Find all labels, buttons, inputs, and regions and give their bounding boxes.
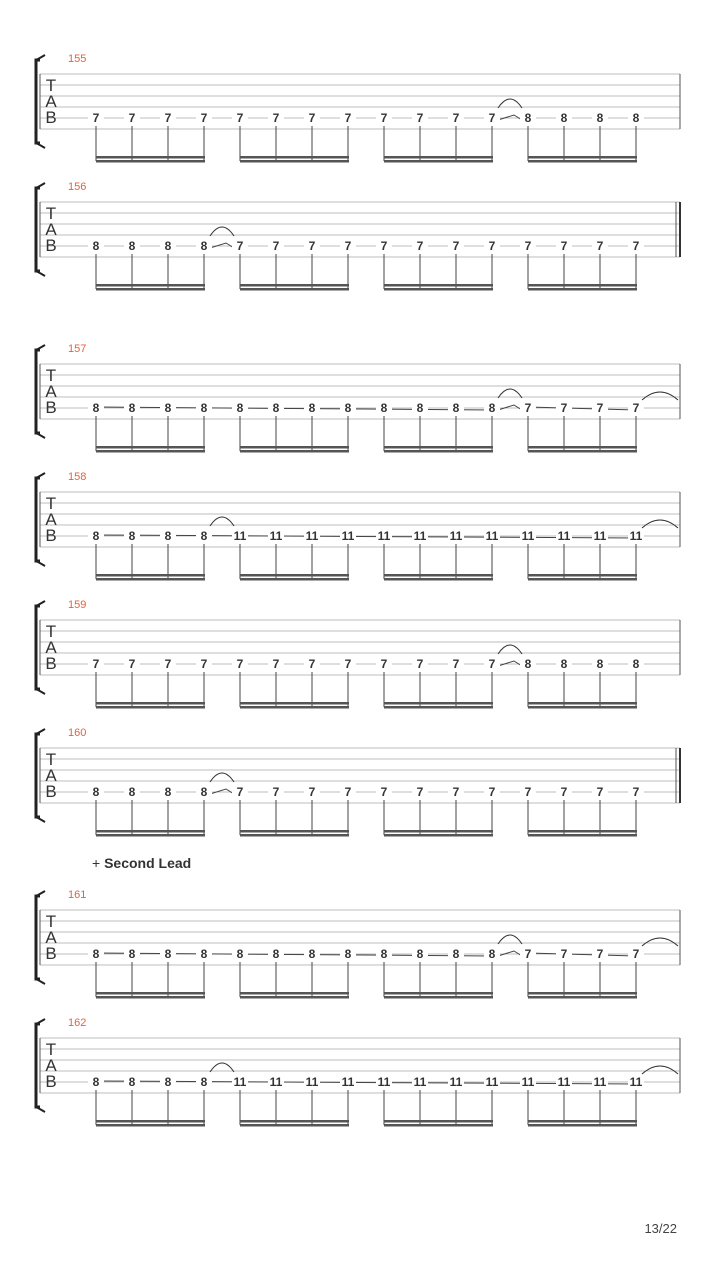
fret-number: 8 [380,401,388,415]
fret-number: 8 [128,947,136,961]
fret-number: 8 [488,401,496,415]
bracket-bottom-hook [36,1107,45,1112]
fret-number: 8 [164,1075,172,1089]
beam-primary [528,992,637,995]
system-bracket [36,606,40,689]
tab-clef-letter: A [45,220,57,239]
beam-primary [240,446,349,449]
fret-number: 8 [92,239,100,253]
beam-secondary [96,834,205,837]
fret-number: 8 [596,111,604,125]
tab-clef-letter: A [45,382,57,401]
fret-number: 8 [560,657,568,671]
fret-number: 7 [272,785,280,799]
beam-secondary [240,450,349,453]
fret-number: 7 [236,111,244,125]
beam-secondary [240,578,349,581]
beam-secondary [528,834,637,837]
fret-number: 7 [416,239,424,253]
beam-primary [528,702,637,705]
fret-number: 11 [341,1075,355,1089]
beam-secondary [384,288,493,291]
fret-number: 8 [236,947,244,961]
fret-number: 7 [416,785,424,799]
tab-clef-letter: T [45,622,57,641]
beam-primary [96,284,205,287]
staff-system [36,181,680,291]
beam-primary [96,446,205,449]
fret-number: 7 [452,785,460,799]
beam-primary [240,830,349,833]
fret-number: 11 [341,529,355,543]
tab-clef-letter: T [45,494,57,513]
tie-to-next-system [642,1066,678,1074]
fret-number: 7 [488,111,496,125]
fret-number: 8 [164,401,172,415]
bracket-top-hook [36,1019,45,1024]
fret-number: 7 [524,401,532,415]
fret-number: 7 [128,657,136,671]
tab-clef-letter: T [45,76,57,95]
beam-primary [240,156,349,159]
beam-primary [240,1120,349,1123]
bracket-bottom-hook [36,433,45,438]
fret-number: 7 [308,111,316,125]
fret-number: 7 [308,785,316,799]
fret-number: 7 [632,785,640,799]
measure-number: 155 [68,53,87,65]
fret-number: 8 [416,401,424,415]
fret-number: 8 [92,947,100,961]
beam-primary [384,702,493,705]
beam-primary [528,1120,637,1123]
fret-number: 7 [560,401,568,415]
fret-number: 7 [452,111,460,125]
fret-number: 8 [128,239,136,253]
fret-number: 7 [596,239,604,253]
staff-system [36,599,680,709]
beam-primary [384,574,493,577]
beam-secondary [240,834,349,837]
beam-secondary [528,996,637,999]
bracket-top-hook [36,601,45,606]
beam-secondary [528,160,637,163]
beam-secondary [96,450,205,453]
fret-number: 7 [524,947,532,961]
fret-number: 11 [557,529,571,543]
fret-number: 8 [452,947,460,961]
fret-number: 8 [128,1075,136,1089]
fret-number: 8 [524,657,532,671]
fret-number: 8 [524,111,532,125]
beam-secondary [96,160,205,163]
fret-number: 7 [272,111,280,125]
fret-number: 7 [164,111,172,125]
tab-clef-letter: T [45,912,57,931]
fret-number: 8 [128,785,136,799]
fret-number: 7 [488,657,496,671]
beam-primary [240,284,349,287]
beam-primary [240,702,349,705]
beam-secondary [240,996,349,999]
beam-primary [96,702,205,705]
fret-number: 7 [344,657,352,671]
fret-number: 7 [380,785,388,799]
fret-number: 7 [560,785,568,799]
tab-clef-letter: B [45,108,57,127]
measure-number: 156 [68,181,87,193]
fret-number: 8 [344,947,352,961]
fret-number: 8 [128,401,136,415]
staff-system [36,727,680,837]
fret-number: 11 [449,529,463,543]
fret-number: 7 [632,239,640,253]
beam-primary [528,446,637,449]
fret-number: 11 [593,1075,607,1089]
fret-number: 7 [236,239,244,253]
tab-clef-letter: A [45,928,57,947]
beam-secondary [96,706,205,709]
fret-number: 7 [380,239,388,253]
beam-primary [96,156,205,159]
tab-clef-letter: B [45,782,57,801]
fret-number: 7 [596,785,604,799]
beam-secondary [384,160,493,163]
system-bracket [36,1024,40,1107]
fret-number: 8 [632,111,640,125]
fret-number: 7 [200,657,208,671]
fret-number: 7 [236,785,244,799]
beam-secondary [96,1124,205,1127]
bracket-top-hook [36,55,45,60]
annotation-prefix: + [92,855,101,871]
fret-number: 8 [344,401,352,415]
measure-number: 161 [68,889,87,901]
beam-primary [96,992,205,995]
fret-number: 7 [632,947,640,961]
fret-number: 8 [272,401,280,415]
tab-clef-letter: A [45,92,57,111]
fret-number: 7 [380,657,388,671]
fret-number: 7 [452,657,460,671]
tab-clef-letter: T [45,366,57,385]
beam-secondary [96,996,205,999]
beam-primary [528,156,637,159]
fret-number: 7 [92,657,100,671]
tie-to-next-system [642,938,678,946]
fret-number: 8 [632,657,640,671]
fret-number: 11 [377,1075,391,1089]
fret-number: 11 [233,1075,247,1089]
tab-clef-letter: A [45,1056,57,1075]
page-number: 13/22 [644,1221,677,1236]
tab-clef-letter: A [45,766,57,785]
beam-secondary [528,706,637,709]
beam-primary [528,284,637,287]
beam-secondary [384,578,493,581]
fret-number: 8 [200,529,208,543]
fret-number: 8 [452,401,460,415]
fret-number: 7 [128,111,136,125]
beam-secondary [528,578,637,581]
fret-number: 8 [200,947,208,961]
beam-secondary [96,288,205,291]
tab-clef-letter: B [45,526,57,545]
beam-secondary [240,706,349,709]
fret-number: 11 [413,529,427,543]
tab-clef-letter: B [45,398,57,417]
fret-number: 8 [200,785,208,799]
fret-number: 7 [632,401,640,415]
beam-secondary [384,450,493,453]
fret-number: 11 [233,529,247,543]
fret-number: 8 [92,1075,100,1089]
bracket-top-hook [36,891,45,896]
beam-secondary [384,706,493,709]
beam-secondary [384,1124,493,1127]
fret-number: 11 [305,1075,319,1089]
fret-number: 7 [344,111,352,125]
fret-number: 7 [308,239,316,253]
system-bracket [36,350,40,433]
fret-number: 8 [308,947,316,961]
fret-number: 11 [269,1075,283,1089]
fret-number: 7 [344,239,352,253]
bracket-top-hook [36,183,45,188]
beam-primary [96,574,205,577]
measure-number: 158 [68,471,87,483]
tab-clef-letter: A [45,638,57,657]
fret-number: 7 [488,239,496,253]
beam-primary [384,284,493,287]
fret-number: 7 [380,111,388,125]
beam-secondary [384,834,493,837]
staff-system [36,889,680,999]
beam-secondary [528,1124,637,1127]
fret-number: 7 [164,657,172,671]
fret-number: 7 [200,111,208,125]
tab-clef-letter: B [45,944,57,963]
fret-number: 11 [413,1075,427,1089]
beam-secondary [96,578,205,581]
fret-number: 7 [272,657,280,671]
fret-number: 11 [629,1075,643,1089]
fret-number: 7 [524,785,532,799]
fret-number: 7 [560,239,568,253]
fret-number: 8 [236,401,244,415]
beam-secondary [384,996,493,999]
beam-primary [528,830,637,833]
system-bracket [36,896,40,979]
fret-number: 11 [485,1075,499,1089]
staff-system [36,343,680,453]
fret-number: 7 [596,401,604,415]
fret-number: 11 [593,529,607,543]
bracket-top-hook [36,345,45,350]
fret-number: 7 [344,785,352,799]
fret-number: 7 [416,111,424,125]
fret-number: 8 [92,785,100,799]
measure-number: 157 [68,343,87,355]
fret-number: 8 [164,947,172,961]
fret-number: 7 [524,239,532,253]
fret-number: 11 [629,529,643,543]
beam-primary [240,992,349,995]
tab-clef-letter: B [45,654,57,673]
measure-number: 159 [68,599,87,611]
fret-number: 11 [521,1075,535,1089]
fret-number: 8 [164,239,172,253]
tab-clef-letter: A [45,510,57,529]
beam-secondary [240,1124,349,1127]
fret-number: 8 [380,947,388,961]
beam-primary [384,156,493,159]
tab-clef-letter: B [45,1072,57,1091]
beam-primary [384,830,493,833]
fret-number: 8 [200,239,208,253]
bracket-bottom-hook [36,561,45,566]
fret-number: 7 [416,657,424,671]
second-lead-annotation [92,855,191,871]
bracket-bottom-hook [36,979,45,984]
fret-number: 7 [560,947,568,961]
annotation-label: Second Lead [104,855,192,871]
fret-number: 8 [200,1075,208,1089]
fret-number: 8 [272,947,280,961]
tab-clef-letter: B [45,236,57,255]
staff-system [36,1017,680,1127]
beam-secondary [528,450,637,453]
bracket-top-hook [36,473,45,478]
tab-clef-letter: T [45,750,57,769]
fret-number: 11 [557,1075,571,1089]
measure-number: 160 [68,727,87,739]
staff-system [36,471,680,581]
system-bracket [36,734,40,817]
beam-secondary [240,288,349,291]
fret-number: 8 [416,947,424,961]
measure-number: 162 [68,1017,87,1029]
fret-number: 11 [521,529,535,543]
fret-number: 7 [308,657,316,671]
tab-clef-letter: T [45,1040,57,1059]
beam-primary [240,574,349,577]
beam-primary [384,992,493,995]
fret-number: 8 [488,947,496,961]
fret-number: 8 [560,111,568,125]
staff-system [36,53,680,163]
beam-primary [96,830,205,833]
tie-to-next-system [642,392,678,400]
bracket-bottom-hook [36,271,45,276]
system-bracket [36,478,40,561]
fret-number: 8 [164,529,172,543]
fret-number: 8 [308,401,316,415]
fret-number: 7 [596,947,604,961]
system-bracket [36,188,40,271]
fret-number: 8 [200,401,208,415]
beam-primary [384,1120,493,1123]
tab-clef-letter: T [45,204,57,223]
fret-number: 11 [305,529,319,543]
fret-number: 11 [449,1075,463,1089]
tie-to-next-system [642,520,678,528]
fret-number: 7 [272,239,280,253]
fret-number: 7 [92,111,100,125]
fret-number: 8 [164,785,172,799]
bracket-top-hook [36,729,45,734]
bracket-bottom-hook [36,143,45,148]
fret-number: 7 [488,785,496,799]
fret-number: 8 [92,401,100,415]
beam-primary [528,574,637,577]
beam-secondary [240,160,349,163]
system-bracket [36,60,40,143]
bracket-bottom-hook [36,817,45,822]
fret-number: 7 [452,239,460,253]
bracket-bottom-hook [36,689,45,694]
fret-number: 11 [269,529,283,543]
beam-primary [384,446,493,449]
beam-primary [96,1120,205,1123]
fret-number: 11 [377,529,391,543]
fret-number: 8 [128,529,136,543]
fret-number: 11 [485,529,499,543]
fret-number: 7 [236,657,244,671]
fret-number: 8 [596,657,604,671]
fret-number: 8 [92,529,100,543]
beam-secondary [528,288,637,291]
